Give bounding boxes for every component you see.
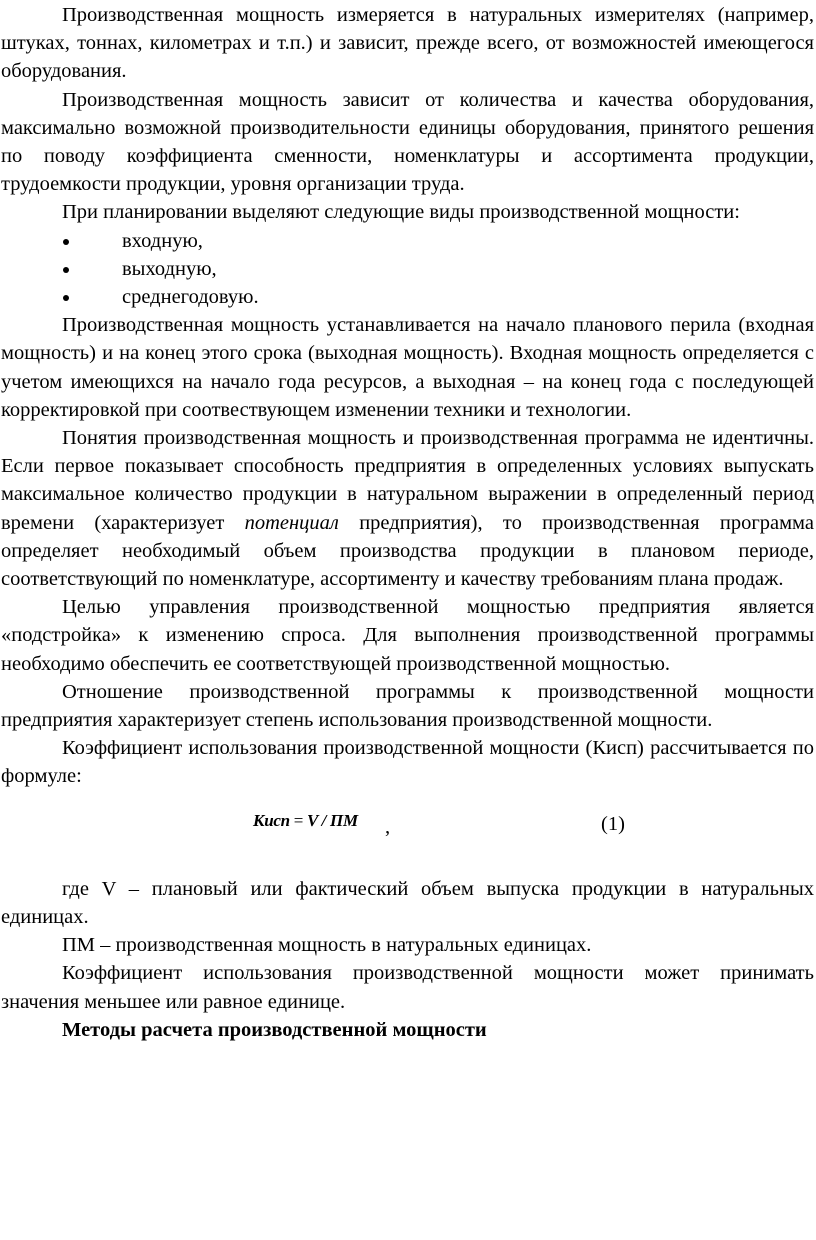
paragraph-2: Производственная мощность зависит от количества и качества оборудования, максимально возможной производительности единицы оборудования, принятого решения по поводу коэффициента сменности, номенклатуры и ассортимента продукции, трудоемкости продукции, уровня организации труда.	[1, 88, 814, 196]
paragraph-5: Понятия производственная мощность и производственная программа не идентичны. Если первое показывает способность предприятия в определенных условиях выпускать максимальное количество продукции в натуральном выражении в определенный период времени (характеризует потенциал предприятия), то производственная программа определяет необходимый объем производства продукции в плановом периоде, соответствующий по номенклатуре, ассортименту и качеству требованиям плана продаж.	[1, 427, 814, 591]
paragraph-11: Коэффициент использования производственной мощности может принимать значения меньшее или равное единице.	[1, 962, 814, 1013]
paragraph-7: Отношение производственной программы к производственной мощности предприятия характеризует степень использования производственной мощности.	[1, 680, 814, 732]
paragraph-1: Производственная мощность измеряется в натуральных измерителях (например, штуках, тоннах, километрах и т.п.) и зависит, прежде всего, от возможностей имеющегося оборудования.	[1, 4, 814, 83]
list-item: входную,	[1, 227, 814, 255]
paragraph-6: Целью управления производственной мощностью предприятия является «подстройка» к изменению спроса. Для выполнения производственной программы необходимо обеспечить ее соответствующей производственной мощностью.	[1, 596, 814, 675]
paragraph-10: ПМ – производственная мощность в натуральных единицах.	[62, 934, 592, 957]
paragraph-4: Производственная мощность устанавливается на начало планового перила (входная мощность) и на конец этого срока (выходная мощность). Входная мощность определяется с учетом имеющихся на начало года ресурсов, а выходная – на конец года с последующей корректировкой при соотвествующем изменении техники и технологии.	[1, 314, 814, 421]
formula-row	[1, 791, 814, 875]
list-item: среднегодовую.	[1, 283, 814, 311]
list-item: выходную,	[1, 255, 814, 283]
section-heading: Методы расчета производственной мощности	[62, 1018, 487, 1041]
emphasis-text: потенциал	[244, 511, 339, 534]
paragraph-9: где V – плановый или фактический объем выпуска продукции в натуральных единицах.	[1, 877, 814, 928]
capacity-types-list	[1, 227, 814, 312]
formula: Кисп = V / ПМ	[253, 810, 358, 830]
formula-comma: ,	[385, 815, 391, 838]
bullet-icon	[63, 295, 69, 301]
paragraph-3: При планировании выделяют следующие виды производственной мощности:	[62, 201, 740, 224]
equation-number: (1)	[601, 812, 625, 835]
bullet-icon	[63, 267, 69, 273]
paragraph-8: Коэффициент использования производственной мощности (Кисп) рассчитывается по формуле:	[1, 737, 814, 788]
bullet-icon	[63, 239, 69, 245]
